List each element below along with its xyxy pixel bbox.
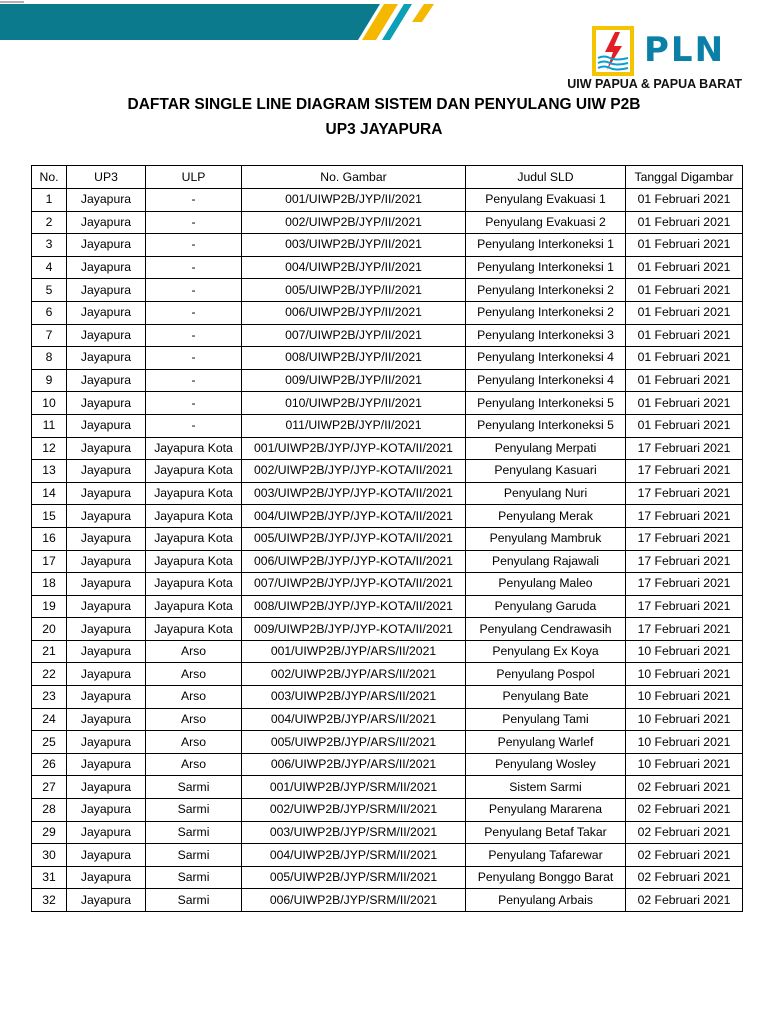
cell-tanggal: 17 Februari 2021 bbox=[626, 595, 743, 618]
cell-up3: Jayapura bbox=[67, 505, 146, 528]
table-row bbox=[32, 414, 743, 437]
cell-no-gambar: 008/UIWP2B/JYP/II/2021 bbox=[242, 347, 466, 370]
cell-tanggal: 01 Februari 2021 bbox=[626, 301, 743, 324]
cell-no: 29 bbox=[32, 821, 67, 844]
cell-judul-sld: Penyulang Interkoneksi 5 bbox=[466, 392, 626, 415]
cell-up3: Jayapura bbox=[67, 799, 146, 822]
cell-judul-sld: Penyulang Garuda bbox=[466, 595, 626, 618]
cell-ulp: Arso bbox=[146, 753, 242, 776]
cell-no: 26 bbox=[32, 753, 67, 776]
cell-ulp: - bbox=[146, 324, 242, 347]
cell-no: 8 bbox=[32, 347, 67, 370]
cell-ulp: - bbox=[146, 301, 242, 324]
cell-judul-sld: Penyulang Interkoneksi 4 bbox=[466, 369, 626, 392]
cell-no: 27 bbox=[32, 776, 67, 799]
cell-no-gambar: 004/UIWP2B/JYP/JYP-KOTA/II/2021 bbox=[242, 505, 466, 528]
table-row bbox=[32, 234, 743, 257]
cell-up3: Jayapura bbox=[67, 595, 146, 618]
cell-no-gambar: 002/UIWP2B/JYP/II/2021 bbox=[242, 211, 466, 234]
banner-yellow-stripe-small bbox=[412, 4, 434, 22]
cell-tanggal: 02 Februari 2021 bbox=[626, 799, 743, 822]
cell-no: 4 bbox=[32, 256, 67, 279]
table-row bbox=[32, 731, 743, 754]
cell-judul-sld: Penyulang Bonggo Barat bbox=[466, 866, 626, 889]
cell-up3: Jayapura bbox=[67, 324, 146, 347]
region-label: UIW PAPUA & PAPUA BARAT bbox=[567, 77, 742, 91]
cell-no-gambar: 009/UIWP2B/JYP/II/2021 bbox=[242, 369, 466, 392]
cell-no-gambar: 004/UIWP2B/JYP/ARS/II/2021 bbox=[242, 708, 466, 731]
cell-up3: Jayapura bbox=[67, 889, 146, 912]
cell-no-gambar: 001/UIWP2B/JYP/SRM/II/2021 bbox=[242, 776, 466, 799]
cell-no: 5 bbox=[32, 279, 67, 302]
cell-up3: Jayapura bbox=[67, 460, 146, 483]
sld-table bbox=[31, 165, 743, 912]
cell-no-gambar: 002/UIWP2B/JYP/JYP-KOTA/II/2021 bbox=[242, 460, 466, 483]
cell-up3: Jayapura bbox=[67, 279, 146, 302]
cell-up3: Jayapura bbox=[67, 189, 146, 212]
cell-tanggal: 10 Februari 2021 bbox=[626, 753, 743, 776]
cell-ulp: - bbox=[146, 211, 242, 234]
cell-judul-sld: Sistem Sarmi bbox=[466, 776, 626, 799]
cell-no: 32 bbox=[32, 889, 67, 912]
cell-judul-sld: Penyulang Tami bbox=[466, 708, 626, 731]
cell-ulp: Jayapura Kota bbox=[146, 595, 242, 618]
cell-up3: Jayapura bbox=[67, 437, 146, 460]
cell-no: 28 bbox=[32, 799, 67, 822]
cell-ulp: Jayapura Kota bbox=[146, 482, 242, 505]
cell-up3: Jayapura bbox=[67, 821, 146, 844]
cell-tanggal: 01 Februari 2021 bbox=[626, 369, 743, 392]
cell-ulp: Jayapura Kota bbox=[146, 460, 242, 483]
cell-judul-sld: Penyulang Ex Koya bbox=[466, 640, 626, 663]
cell-tanggal: 01 Februari 2021 bbox=[626, 211, 743, 234]
cell-no: 19 bbox=[32, 595, 67, 618]
cell-no-gambar: 006/UIWP2B/JYP/ARS/II/2021 bbox=[242, 753, 466, 776]
table-body bbox=[32, 189, 743, 912]
cell-up3: Jayapura bbox=[67, 731, 146, 754]
cell-judul-sld: Penyulang Interkoneksi 1 bbox=[466, 256, 626, 279]
cell-judul-sld: Penyulang Mararena bbox=[466, 799, 626, 822]
cell-judul-sld: Penyulang Betaf Takar bbox=[466, 821, 626, 844]
table-row bbox=[32, 527, 743, 550]
cell-up3: Jayapura bbox=[67, 663, 146, 686]
cell-no-gambar: 001/UIWP2B/JYP/II/2021 bbox=[242, 189, 466, 212]
table-row bbox=[32, 663, 743, 686]
cell-up3: Jayapura bbox=[67, 866, 146, 889]
cell-judul-sld: Penyulang Arbais bbox=[466, 889, 626, 912]
cell-no: 17 bbox=[32, 550, 67, 573]
table-row bbox=[32, 640, 743, 663]
table-row bbox=[32, 279, 743, 302]
cell-no: 10 bbox=[32, 392, 67, 415]
cell-no: 15 bbox=[32, 505, 67, 528]
cell-ulp: Sarmi bbox=[146, 821, 242, 844]
cell-no-gambar: 005/UIWP2B/JYP/II/2021 bbox=[242, 279, 466, 302]
cell-judul-sld: Penyulang Mambruk bbox=[466, 527, 626, 550]
cell-no-gambar: 001/UIWP2B/JYP/ARS/II/2021 bbox=[242, 640, 466, 663]
cell-no: 2 bbox=[32, 211, 67, 234]
table-row bbox=[32, 821, 743, 844]
cell-no: 7 bbox=[32, 324, 67, 347]
cell-judul-sld: Penyulang Cendrawasih bbox=[466, 618, 626, 641]
cell-up3: Jayapura bbox=[67, 392, 146, 415]
cell-no-gambar: 006/UIWP2B/JYP/II/2021 bbox=[242, 301, 466, 324]
cell-no: 9 bbox=[32, 369, 67, 392]
cell-judul-sld: Penyulang Merak bbox=[466, 505, 626, 528]
cell-judul-sld: Penyulang Merpati bbox=[466, 437, 626, 460]
cell-up3: Jayapura bbox=[67, 618, 146, 641]
header-tanggal: Tanggal Digambar bbox=[626, 166, 743, 189]
cell-judul-sld: Penyulang Pospol bbox=[466, 663, 626, 686]
table-row bbox=[32, 708, 743, 731]
cell-ulp: Sarmi bbox=[146, 889, 242, 912]
cell-no-gambar: 005/UIWP2B/JYP/SRM/II/2021 bbox=[242, 866, 466, 889]
cell-up3: Jayapura bbox=[67, 527, 146, 550]
cell-no: 30 bbox=[32, 844, 67, 867]
cell-ulp: Jayapura Kota bbox=[146, 527, 242, 550]
pln-logo bbox=[592, 24, 726, 76]
cell-tanggal: 01 Februari 2021 bbox=[626, 324, 743, 347]
cell-ulp: - bbox=[146, 279, 242, 302]
cell-ulp: Sarmi bbox=[146, 866, 242, 889]
table-row bbox=[32, 844, 743, 867]
cell-up3: Jayapura bbox=[67, 369, 146, 392]
cell-no-gambar: 008/UIWP2B/JYP/JYP-KOTA/II/2021 bbox=[242, 595, 466, 618]
cell-tanggal: 02 Februari 2021 bbox=[626, 821, 743, 844]
cell-no: 11 bbox=[32, 414, 67, 437]
cell-tanggal: 10 Februari 2021 bbox=[626, 731, 743, 754]
cell-ulp: Arso bbox=[146, 708, 242, 731]
cell-no: 20 bbox=[32, 618, 67, 641]
document-subtitle: UP3 JAYAPURA bbox=[325, 121, 443, 138]
cell-judul-sld: Penyulang Interkoneksi 2 bbox=[466, 301, 626, 324]
cell-judul-sld: Penyulang Interkoneksi 3 bbox=[466, 324, 626, 347]
cell-ulp: Sarmi bbox=[146, 799, 242, 822]
cell-tanggal: 01 Februari 2021 bbox=[626, 347, 743, 370]
cell-tanggal: 17 Februari 2021 bbox=[626, 505, 743, 528]
table-row bbox=[32, 595, 743, 618]
table-row bbox=[32, 866, 743, 889]
cell-up3: Jayapura bbox=[67, 256, 146, 279]
cell-judul-sld: Penyulang Kasuari bbox=[466, 460, 626, 483]
table-row bbox=[32, 256, 743, 279]
cell-ulp: Arso bbox=[146, 686, 242, 709]
cell-judul-sld: Penyulang Rajawali bbox=[466, 550, 626, 573]
cell-judul-sld: Penyulang Bate bbox=[466, 686, 626, 709]
cell-up3: Jayapura bbox=[67, 573, 146, 596]
cell-tanggal: 10 Februari 2021 bbox=[626, 686, 743, 709]
cell-tanggal: 01 Februari 2021 bbox=[626, 234, 743, 257]
cell-ulp: Jayapura Kota bbox=[146, 618, 242, 641]
cell-tanggal: 17 Februari 2021 bbox=[626, 573, 743, 596]
cell-no-gambar: 010/UIWP2B/JYP/II/2021 bbox=[242, 392, 466, 415]
cell-tanggal: 01 Februari 2021 bbox=[626, 189, 743, 212]
cell-tanggal: 17 Februari 2021 bbox=[626, 550, 743, 573]
cell-tanggal: 01 Februari 2021 bbox=[626, 279, 743, 302]
table-row bbox=[32, 189, 743, 212]
header-up3: UP3 bbox=[67, 166, 146, 189]
cell-up3: Jayapura bbox=[67, 686, 146, 709]
cell-judul-sld: Penyulang Tafarewar bbox=[466, 844, 626, 867]
cell-ulp: - bbox=[146, 347, 242, 370]
cell-tanggal: 17 Februari 2021 bbox=[626, 618, 743, 641]
table-header-row bbox=[32, 166, 743, 189]
cell-judul-sld: Penyulang Interkoneksi 5 bbox=[466, 414, 626, 437]
cell-no-gambar: 007/UIWP2B/JYP/JYP-KOTA/II/2021 bbox=[242, 573, 466, 596]
cell-ulp: Arso bbox=[146, 663, 242, 686]
cell-judul-sld: Penyulang Nuri bbox=[466, 482, 626, 505]
cell-tanggal: 17 Februari 2021 bbox=[626, 437, 743, 460]
header-ulp: ULP bbox=[146, 166, 242, 189]
table-row bbox=[32, 686, 743, 709]
cell-no-gambar: 003/UIWP2B/JYP/JYP-KOTA/II/2021 bbox=[242, 482, 466, 505]
table-row bbox=[32, 369, 743, 392]
cell-ulp: Arso bbox=[146, 731, 242, 754]
table-row bbox=[32, 437, 743, 460]
cell-judul-sld: Penyulang Wosley bbox=[466, 753, 626, 776]
cell-tanggal: 17 Februari 2021 bbox=[626, 460, 743, 483]
brand-name: PLN bbox=[644, 30, 726, 70]
cell-tanggal: 01 Februari 2021 bbox=[626, 392, 743, 415]
cell-ulp: Jayapura Kota bbox=[146, 550, 242, 573]
cell-no-gambar: 004/UIWP2B/JYP/II/2021 bbox=[242, 256, 466, 279]
header-no-gambar: No. Gambar bbox=[242, 166, 466, 189]
cell-judul-sld: Penyulang Interkoneksi 4 bbox=[466, 347, 626, 370]
cell-ulp: - bbox=[146, 189, 242, 212]
cell-up3: Jayapura bbox=[67, 844, 146, 867]
table-row bbox=[32, 460, 743, 483]
cell-up3: Jayapura bbox=[67, 414, 146, 437]
table-row bbox=[32, 753, 743, 776]
cell-up3: Jayapura bbox=[67, 708, 146, 731]
cell-up3: Jayapura bbox=[67, 211, 146, 234]
document-title: DAFTAR SINGLE LINE DIAGRAM SISTEM DAN PENYULANG UIW P2B bbox=[127, 96, 641, 113]
cell-no-gambar: 001/UIWP2B/JYP/JYP-KOTA/II/2021 bbox=[242, 437, 466, 460]
cell-up3: Jayapura bbox=[67, 550, 146, 573]
cell-no: 22 bbox=[32, 663, 67, 686]
cell-ulp: - bbox=[146, 234, 242, 257]
cell-ulp: Jayapura Kota bbox=[146, 573, 242, 596]
cell-tanggal: 10 Februari 2021 bbox=[626, 640, 743, 663]
cell-ulp: Jayapura Kota bbox=[146, 437, 242, 460]
cell-no: 12 bbox=[32, 437, 67, 460]
cell-ulp: - bbox=[146, 369, 242, 392]
cell-up3: Jayapura bbox=[67, 753, 146, 776]
cell-no-gambar: 002/UIWP2B/JYP/ARS/II/2021 bbox=[242, 663, 466, 686]
cell-ulp: Jayapura Kota bbox=[146, 505, 242, 528]
header-judul-sld: Judul SLD bbox=[466, 166, 626, 189]
cell-tanggal: 17 Februari 2021 bbox=[626, 527, 743, 550]
table-row bbox=[32, 301, 743, 324]
cell-up3: Jayapura bbox=[67, 776, 146, 799]
cell-up3: Jayapura bbox=[67, 347, 146, 370]
cell-tanggal: 02 Februari 2021 bbox=[626, 889, 743, 912]
cell-no: 3 bbox=[32, 234, 67, 257]
cell-no-gambar: 003/UIWP2B/JYP/II/2021 bbox=[242, 234, 466, 257]
table-row bbox=[32, 211, 743, 234]
header-no: No. bbox=[32, 166, 67, 189]
table-row bbox=[32, 550, 743, 573]
table-row bbox=[32, 889, 743, 912]
cell-judul-sld: Penyulang Interkoneksi 2 bbox=[466, 279, 626, 302]
banner-teal-bar bbox=[0, 4, 380, 40]
cell-no-gambar: 007/UIWP2B/JYP/II/2021 bbox=[242, 324, 466, 347]
cell-no: 24 bbox=[32, 708, 67, 731]
cell-up3: Jayapura bbox=[67, 234, 146, 257]
cell-no: 31 bbox=[32, 866, 67, 889]
cell-ulp: Sarmi bbox=[146, 776, 242, 799]
cell-no: 18 bbox=[32, 573, 67, 596]
cell-no-gambar: 006/UIWP2B/JYP/JYP-KOTA/II/2021 bbox=[242, 550, 466, 573]
table-row bbox=[32, 324, 743, 347]
cell-tanggal: 17 Februari 2021 bbox=[626, 482, 743, 505]
table-row bbox=[32, 776, 743, 799]
cell-judul-sld: Penyulang Evakuasi 2 bbox=[466, 211, 626, 234]
cell-no: 14 bbox=[32, 482, 67, 505]
cell-no-gambar: 005/UIWP2B/JYP/JYP-KOTA/II/2021 bbox=[242, 527, 466, 550]
cell-up3: Jayapura bbox=[67, 482, 146, 505]
cell-tanggal: 10 Februari 2021 bbox=[626, 708, 743, 731]
table-row bbox=[32, 505, 743, 528]
cell-no: 21 bbox=[32, 640, 67, 663]
cell-no-gambar: 003/UIWP2B/JYP/ARS/II/2021 bbox=[242, 686, 466, 709]
cell-up3: Jayapura bbox=[67, 640, 146, 663]
cell-tanggal: 01 Februari 2021 bbox=[626, 256, 743, 279]
cell-no: 6 bbox=[32, 301, 67, 324]
cell-judul-sld: Penyulang Maleo bbox=[466, 573, 626, 596]
table-row bbox=[32, 799, 743, 822]
cell-no: 23 bbox=[32, 686, 67, 709]
cell-no: 13 bbox=[32, 460, 67, 483]
cell-up3: Jayapura bbox=[67, 301, 146, 324]
cell-ulp: Sarmi bbox=[146, 844, 242, 867]
cell-no: 16 bbox=[32, 527, 67, 550]
cell-no-gambar: 011/UIWP2B/JYP/II/2021 bbox=[242, 414, 466, 437]
cell-no-gambar: 004/UIWP2B/JYP/SRM/II/2021 bbox=[242, 844, 466, 867]
cell-no-gambar: 002/UIWP2B/JYP/SRM/II/2021 bbox=[242, 799, 466, 822]
cell-no-gambar: 005/UIWP2B/JYP/ARS/II/2021 bbox=[242, 731, 466, 754]
cell-ulp: - bbox=[146, 414, 242, 437]
table-row bbox=[32, 573, 743, 596]
cell-no: 1 bbox=[32, 189, 67, 212]
cell-no: 25 bbox=[32, 731, 67, 754]
table-row bbox=[32, 482, 743, 505]
cell-tanggal: 02 Februari 2021 bbox=[626, 866, 743, 889]
table-row bbox=[32, 347, 743, 370]
cell-ulp: - bbox=[146, 256, 242, 279]
cell-ulp: Arso bbox=[146, 640, 242, 663]
cell-no-gambar: 006/UIWP2B/JYP/SRM/II/2021 bbox=[242, 889, 466, 912]
cell-no-gambar: 009/UIWP2B/JYP/JYP-KOTA/II/2021 bbox=[242, 618, 466, 641]
cell-tanggal: 10 Februari 2021 bbox=[626, 663, 743, 686]
cell-judul-sld: Penyulang Evakuasi 1 bbox=[466, 189, 626, 212]
cell-tanggal: 01 Februari 2021 bbox=[626, 414, 743, 437]
cell-tanggal: 02 Februari 2021 bbox=[626, 844, 743, 867]
cell-judul-sld: Penyulang Warlef bbox=[466, 731, 626, 754]
pln-emblem-icon bbox=[592, 26, 634, 76]
table-row bbox=[32, 392, 743, 415]
table-row bbox=[32, 618, 743, 641]
cell-ulp: - bbox=[146, 392, 242, 415]
cell-no-gambar: 003/UIWP2B/JYP/SRM/II/2021 bbox=[242, 821, 466, 844]
cell-judul-sld: Penyulang Interkoneksi 1 bbox=[466, 234, 626, 257]
cell-tanggal: 02 Februari 2021 bbox=[626, 776, 743, 799]
